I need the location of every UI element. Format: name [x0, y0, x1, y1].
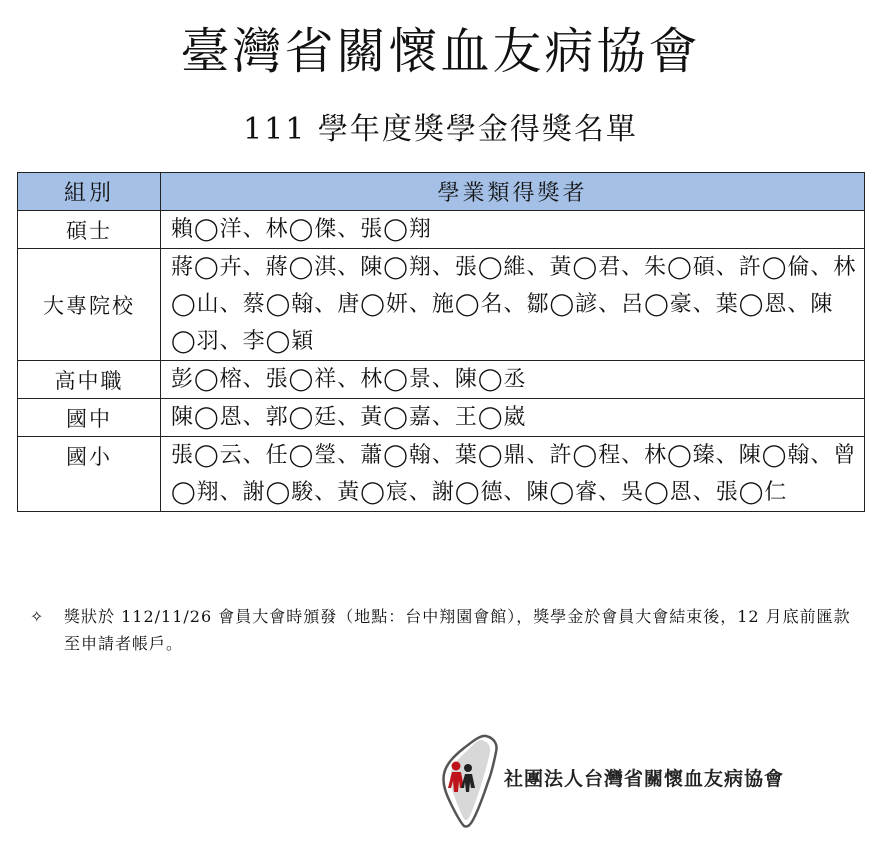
names-cell: 賴◯洋、林◯傑、張◯翔 [161, 211, 865, 249]
page-subtitle: 111 學年度獎學金得獎名單 [243, 112, 638, 147]
table-row [18, 399, 865, 437]
table-row [18, 361, 865, 399]
group-cell: 國中 [18, 399, 161, 437]
note-text: 獎狀於 112/11/26 會員大會時頒發（地點：台中翔園會館），獎學金於會員大會結束後，12 月底前匯款至申請者帳戶。 [64, 607, 851, 653]
table-row [18, 249, 865, 361]
awardee-table [17, 172, 865, 512]
names-cell: 蔣◯卉、蔣◯淇、陳◯翔、張◯維、黃◯君、朱◯碩、許◯倫、林◯山、蔡◯翰、唐◯妍、施◯名、鄒◯諺、呂◯豪、葉◯恩、陳◯羽、李◯穎 [161, 249, 865, 361]
names-cell: 彭◯榕、張◯祥、林◯景、陳◯丞 [161, 361, 865, 399]
note-bullet-icon: ✧ [30, 607, 45, 626]
table-row [18, 211, 865, 249]
group-cell: 高中職 [18, 361, 161, 399]
table-header-row [18, 173, 865, 211]
group-cell: 國小 [18, 437, 161, 512]
names-cell: 陳◯恩、郭◯廷、黃◯嘉、王◯崴 [161, 399, 865, 437]
taiwan-map-logo-icon [434, 732, 514, 832]
table-row [18, 437, 865, 512]
group-cell: 大專院校 [18, 249, 161, 361]
organization-name: 社團法人台灣省關懷血友病協會 [504, 768, 785, 790]
award-note [30, 603, 860, 657]
names-cell: 張◯云、任◯瑩、蕭◯翰、葉◯鼎、許◯程、林◯臻、陳◯翰、曾◯翔、謝◯駿、黃◯宸、謝◯德、陳◯睿、吳◯恩、張◯仁 [161, 437, 865, 512]
page-title: 臺灣省關懷血友病協會 [180, 23, 701, 80]
header-group: 組別 [18, 173, 161, 211]
group-cell: 碩士 [18, 211, 161, 249]
header-awardees: 學業類得獎者 [161, 173, 865, 211]
